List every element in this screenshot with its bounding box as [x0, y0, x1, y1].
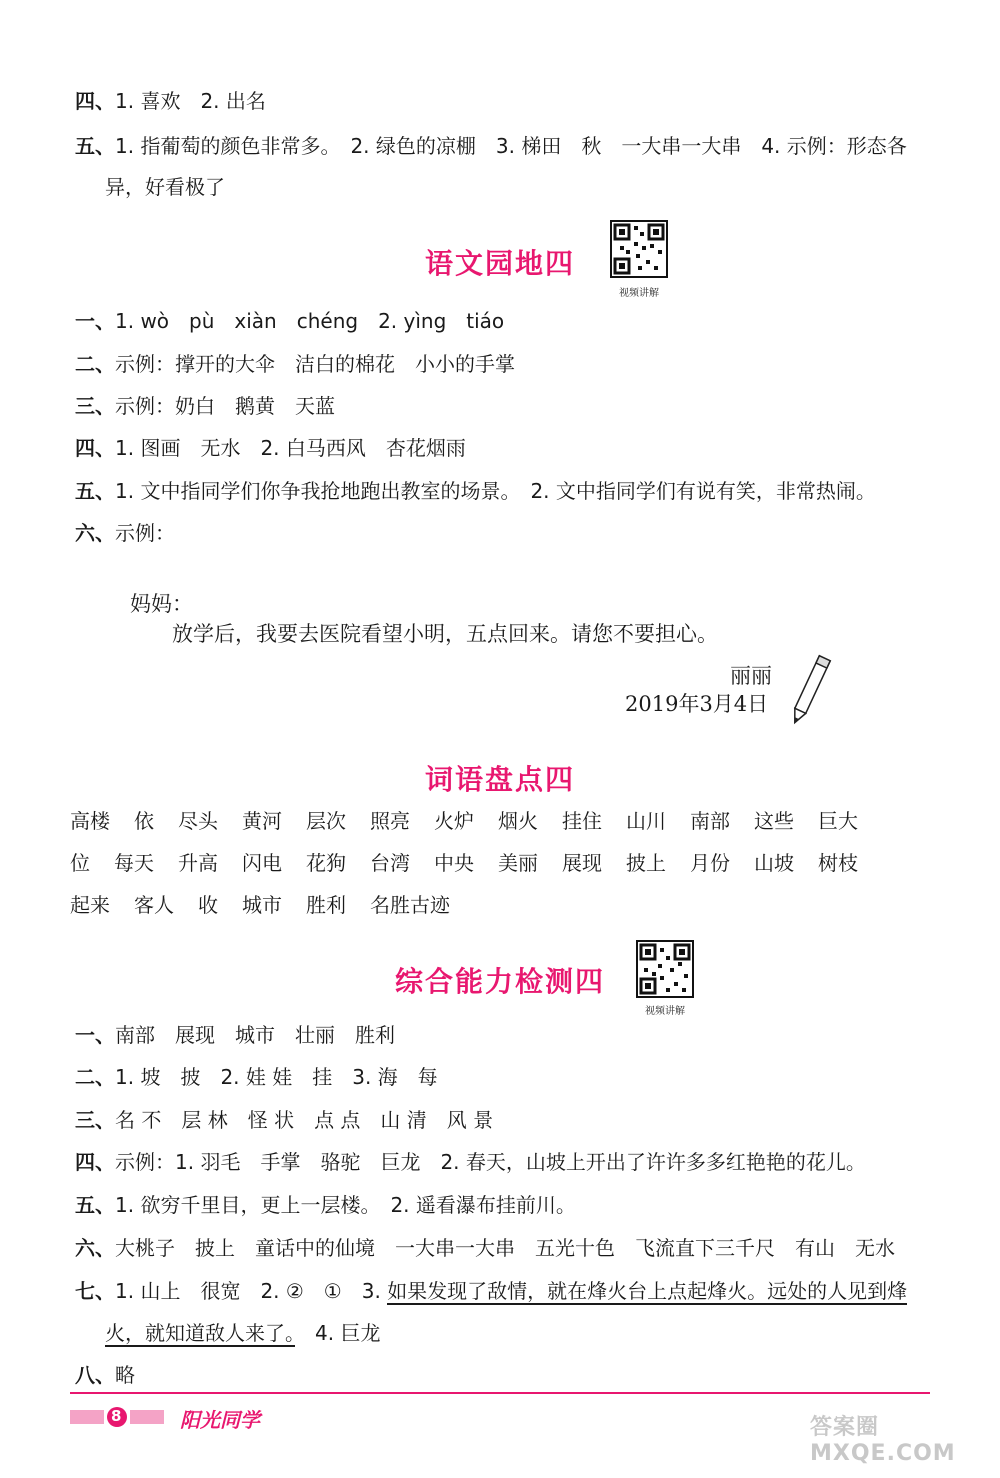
word-item: 美丽 [498, 851, 538, 875]
answer-line-1 [75, 306, 960, 336]
answer-text: 1. 文中指同学们你争我抢地跑出教室的场景。 2. 文中指同学们有说有笑，非常热闹。 [115, 479, 876, 503]
answer-text: 1. wò pù xiàn chéng 2. yìng tiáo [115, 309, 505, 333]
note-date: 2019年3月4日 [625, 692, 769, 716]
word-item: 升高 [178, 851, 218, 875]
item-number: 二、 [75, 1065, 115, 1089]
answer-line-3 [75, 1105, 960, 1135]
answer-line-5-cont [105, 172, 960, 202]
item-number: 四、 [75, 89, 115, 113]
answer-text: 略 [115, 1363, 135, 1387]
answer-text: 示例：1. 羽毛 手掌 骆驼 巨龙 2. 春天，山坡上开出了许许多多红艳艳的花儿。 [115, 1150, 866, 1174]
answer-text: 1. 山上 很宽 2. ② ① 3. [115, 1279, 388, 1303]
answer-line-7-cont [105, 1318, 960, 1348]
answer-text: 4. 巨龙 [295, 1321, 381, 1345]
answer-text: 1. 欲穷千里目，更上一层楼。 2. 遥看瀑布挂前川。 [115, 1193, 576, 1217]
answer-line-7 [75, 1276, 960, 1306]
note-signature: 丽丽 [730, 664, 772, 688]
answer-line-4 [75, 86, 960, 116]
footer-divider [70, 1392, 930, 1394]
watermark-logo: 答案圈 MXQE.COM [810, 1415, 956, 1466]
word-item: 闪电 [242, 851, 282, 875]
word-item: 名胜古迹 [370, 893, 450, 917]
section-title-ciyu: 词语盘点四 [424, 763, 575, 796]
note-body: 放学后，我要去医院看望小明，五点回来。请您不要担心。 [172, 622, 718, 646]
qr-code-icon[interactable] [610, 220, 668, 278]
word-item: 台湾 [370, 851, 410, 875]
note-salutation: 妈妈： [130, 592, 193, 616]
word-item: 收 [198, 893, 218, 917]
answer-line-8 [75, 1360, 960, 1390]
answer-text: 异，好看极了 [105, 175, 225, 199]
qr-caption: 视频讲解 [619, 288, 659, 299]
answer-text: 1. 指葡萄的颜色非常多。 2. 绿色的凉棚 3. 梯田 秋 一大串一大串 4. 示例：形态各 [115, 134, 907, 158]
answer-line-5 [75, 131, 960, 161]
item-number: 五、 [75, 134, 115, 158]
section-title-zonghe: 综合能力检测四 [394, 965, 605, 998]
word-row-3 [70, 890, 474, 920]
word-row-1 [70, 806, 882, 836]
word-item: 胜利 [306, 893, 346, 917]
word-item: 巨大 [818, 809, 858, 833]
word-item: 南部 [690, 809, 730, 833]
item-number: 一、 [75, 1023, 115, 1047]
word-item: 树枝 [818, 851, 858, 875]
answer-line-4 [75, 1147, 960, 1177]
answer-text: 大桃子 披上 童话中的仙境 一大串一大串 五光十色 飞流直下三千尺 有山 无水 [115, 1236, 895, 1260]
answer-text: 1. 坡 披 2. 娃 娃 挂 3. 海 每 [115, 1065, 438, 1089]
item-number: 三、 [75, 394, 115, 418]
word-row-2 [70, 848, 882, 878]
word-item: 位 [70, 851, 90, 875]
answer-line-6 [75, 518, 960, 548]
answer-text: 示例：奶白 鹅黄 天蓝 [115, 394, 335, 418]
word-item: 高楼 [70, 809, 110, 833]
answer-text: 1. 喜欢 2. 出名 [115, 89, 266, 113]
word-item: 客人 [134, 893, 174, 917]
answer-text: 南部 展现 城市 壮丽 胜利 [115, 1023, 395, 1047]
word-item: 挂住 [562, 809, 602, 833]
answer-line-1 [75, 1020, 960, 1050]
answer-line-2 [75, 1062, 960, 1092]
word-item: 这些 [754, 809, 794, 833]
item-number: 四、 [75, 436, 115, 460]
item-number: 五、 [75, 1193, 115, 1217]
answer-text: 名 不 层 林 怪 状 点 点 山 清 风 景 [115, 1108, 494, 1132]
item-number: 八、 [75, 1363, 115, 1387]
item-number: 六、 [75, 521, 115, 545]
word-item: 月份 [690, 851, 730, 875]
item-number: 二、 [75, 352, 115, 376]
word-item: 山坡 [754, 851, 794, 875]
word-item: 每天 [114, 851, 154, 875]
page-number-badge [70, 1406, 165, 1428]
word-item: 城市 [242, 893, 282, 917]
answer-line-4 [75, 433, 960, 463]
page-number: 8 [111, 1407, 122, 1425]
brand-logo: 阳光同学 [180, 1408, 260, 1432]
item-number: 五、 [75, 479, 115, 503]
answer-text: 示例： [115, 521, 175, 545]
answer-text: 1. 图画 无水 2. 白马西风 杏花烟雨 [115, 436, 466, 460]
word-item: 烟火 [498, 809, 538, 833]
word-item: 依 [134, 809, 154, 833]
item-number: 六、 [75, 1236, 115, 1260]
word-item: 照亮 [370, 809, 410, 833]
answer-line-3 [75, 391, 960, 421]
qr-caption: 视频讲解 [645, 1006, 685, 1017]
answer-text: 示例：撑开的大伞 洁白的棉花 小小的手掌 [115, 352, 515, 376]
word-item: 展现 [562, 851, 602, 875]
answer-line-5 [75, 1190, 960, 1220]
underlined-answer: 如果发现了敌情，就在烽火台上点起烽火。远处的人见到烽 [387, 1279, 908, 1303]
word-item: 层次 [306, 809, 346, 833]
pencil-icon [785, 650, 835, 734]
item-number: 一、 [75, 309, 115, 333]
answer-line-2 [75, 349, 960, 379]
word-item: 披上 [626, 851, 666, 875]
word-item: 起来 [70, 893, 110, 917]
item-number: 四、 [75, 1150, 115, 1174]
qr-code-icon[interactable] [636, 940, 694, 998]
section-title-yuwen: 语文园地四 [424, 247, 575, 280]
word-item: 火炉 [434, 809, 474, 833]
underlined-answer: 火，就知道敌人来了。 [105, 1321, 295, 1345]
word-item: 尽头 [178, 809, 218, 833]
item-number: 七、 [75, 1279, 115, 1303]
answer-line-5 [75, 476, 960, 506]
word-item: 山川 [626, 809, 666, 833]
word-item: 黄河 [242, 809, 282, 833]
item-number: 三、 [75, 1108, 115, 1132]
answer-line-6 [75, 1233, 960, 1263]
word-item: 中央 [434, 851, 474, 875]
word-item: 花狗 [306, 851, 346, 875]
